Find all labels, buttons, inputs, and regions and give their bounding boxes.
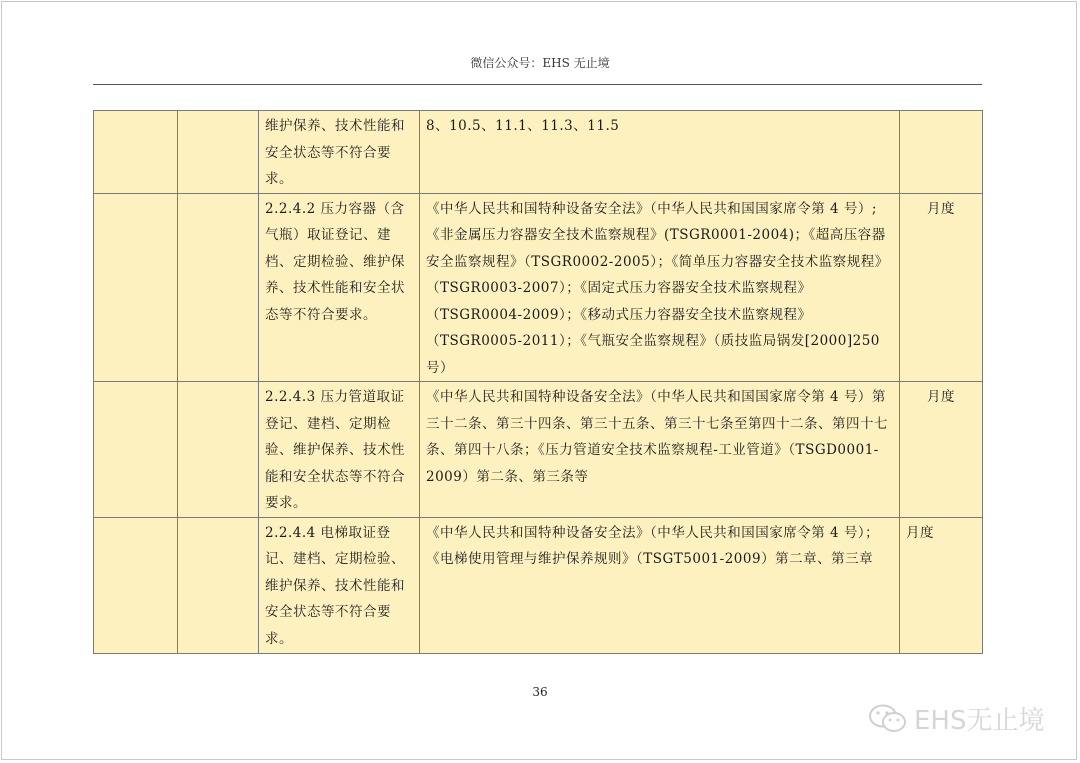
- subcategory-cell: [178, 111, 259, 194]
- item-cell: 2.2.4.3 压力管道取证登记、建档、定期检验、维护保养、技术性能和安全状态等不符合要求。: [259, 382, 420, 518]
- item-cell: 2.2.4.2 压力容器（含气瓶）取证登记、建档、定期检验、维护保养、技术性能和安全状态等不符合要求。: [259, 193, 420, 382]
- basis-cell: 《中华人民共和国特种设备安全法》（中华人民共和国国家席令第 4 号）第三十二条、第三十四条、第三十五条、第三十七条至第四十二条、第四十七条、第四十八条；《压力管道安全技术监察规程-工业管道》（TSGD0001-2009）第二条、第三条等: [420, 382, 900, 518]
- page-number: 36: [532, 685, 548, 699]
- table-row: [94, 382, 983, 518]
- basis-cell: 8、10.5、11.1、11.3、11.5: [420, 111, 900, 194]
- subcategory-cell: [178, 193, 259, 382]
- table-row: [94, 111, 983, 194]
- basis-cell: 《中华人民共和国特种设备安全法》（中华人民共和国国家席令第 4 号）;《非金属压力容器安全技术监察规程》(TSGR0001-2004)；《超高压容器安全监察规程》（TSGR0002-2005）；《简单压力容器安全技术监察规程》（TSGR0003-2007）；《固定式压力容器安全技术监察规程》（TSGR0004-2009）；《移动式压力容器安全技术监察规程》（TSGR0005-2011）；《气瓶安全监察规程》（质技监局锅发[2000]250 号）: [420, 193, 900, 382]
- inspection-table: [93, 110, 983, 654]
- item-cell: 维护保养、技术性能和安全状态等不符合要求。: [259, 111, 420, 194]
- frequency-cell: 月度: [900, 382, 983, 518]
- category-cell: [94, 193, 178, 382]
- watermark-text: EHS无止境: [914, 706, 1045, 736]
- category-cell: [94, 382, 178, 518]
- watermark: [868, 700, 1044, 737]
- frequency-cell: [900, 111, 983, 194]
- item-cell: 2.2.4.4 电梯取证登记、建档、定期检验、维护保养、技术性能和安全状态等不符合要求。: [259, 517, 420, 653]
- header-rule: [93, 84, 982, 85]
- subcategory-cell: [178, 382, 259, 518]
- basis-cell: 《中华人民共和国特种设备安全法》（中华人民共和国国家席令第 4 号）；《电梯使用管理与维护保养规则》（TSGT5001-2009）第二章、第三章: [420, 517, 900, 653]
- table-row: [94, 517, 983, 653]
- wechat-icon: [868, 703, 908, 735]
- frequency-cell: 月度: [900, 193, 983, 382]
- subcategory-cell: [178, 517, 259, 653]
- category-cell: [94, 517, 178, 653]
- page-header: 微信公众号：EHS 无止境: [470, 56, 610, 70]
- frequency-cell: 月度: [900, 517, 983, 653]
- table-row: [94, 193, 983, 382]
- category-cell: [94, 111, 178, 194]
